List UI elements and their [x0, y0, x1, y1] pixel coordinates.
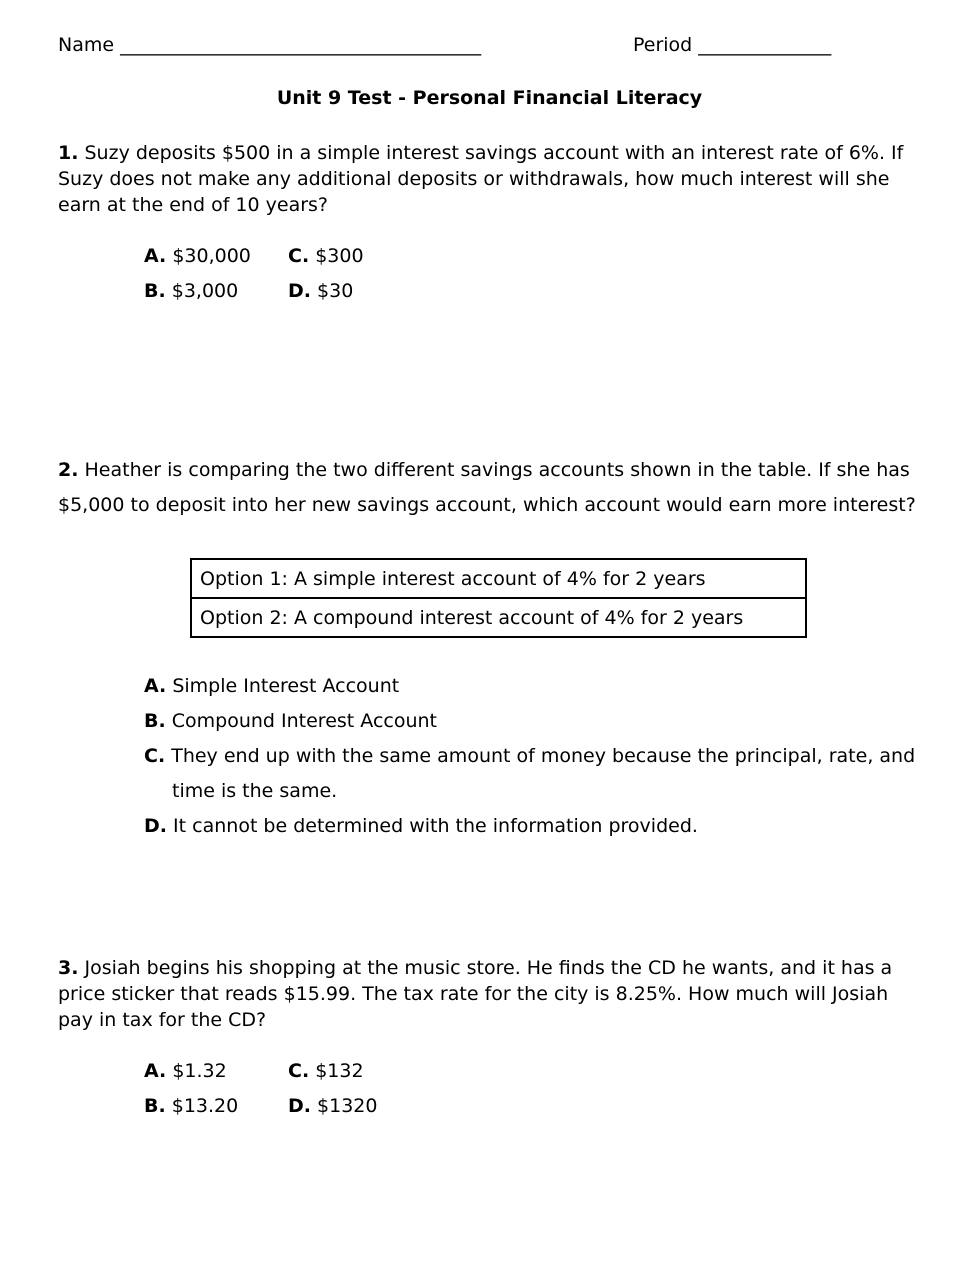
- question-3-choice-c: [288, 1060, 364, 1082]
- question-2-choice-a: [144, 675, 399, 697]
- table-cell: Option 2: A compound interest account of 4% for 2 years: [191, 598, 806, 637]
- choice-letter: D.: [288, 1095, 311, 1117]
- choice-text: $1320: [317, 1095, 378, 1117]
- question-3-choice-d: [288, 1095, 378, 1117]
- choice-text: $3,000: [171, 280, 239, 302]
- question-3-choice-b: [144, 1095, 238, 1117]
- question-1-choice-c: [288, 245, 364, 267]
- choice-text: $30,000: [172, 245, 251, 267]
- choice-letter: D.: [288, 280, 311, 302]
- question-number: 1.: [58, 142, 79, 164]
- choice-text: It cannot be determined with the information provided.: [173, 815, 698, 837]
- choice-letter: A.: [144, 1060, 167, 1082]
- choice-text: Simple Interest Account: [172, 675, 400, 697]
- choice-text: $1.32: [172, 1060, 227, 1082]
- choice-text: $300: [315, 245, 364, 267]
- choice-text: They end up with the same amount of money because the principal, rate, and time is the same.: [171, 745, 916, 802]
- choice-text: $13.20: [171, 1095, 239, 1117]
- choice-text: Compound Interest Account: [171, 710, 437, 732]
- question-2-choice-d: [144, 815, 698, 837]
- question-text: Josiah begins his shopping at the music store. He finds the CD he wants, and it has a price sticker that reads $15.99. The tax rate for the city is 8.25%. How much will Josiah pay in tax for the CD?: [58, 957, 893, 1031]
- question-text: Suzy deposits $500 in a simple interest savings account with an interest rate of 6%. If Suzy does not make any additional deposits or withdrawals, how much interest will she earn at the end of 10 years?: [58, 142, 904, 216]
- choice-letter: B.: [144, 710, 166, 732]
- name-field-label: Name ______________________________________: [58, 34, 482, 56]
- choice-letter: A.: [144, 245, 167, 267]
- account-options-table: [190, 558, 807, 638]
- period-field-label: Period ______________: [633, 34, 832, 56]
- choice-letter: C.: [288, 1060, 310, 1082]
- choice-letter: A.: [144, 675, 167, 697]
- question-2-choice-c: [144, 739, 932, 809]
- question-number: 2.: [58, 459, 79, 481]
- question-3: [58, 955, 918, 1033]
- question-1-choice-b: [144, 280, 238, 302]
- table-row: [191, 559, 806, 598]
- choice-letter: C.: [288, 245, 310, 267]
- choice-text: $132: [315, 1060, 364, 1082]
- choice-letter: D.: [144, 815, 167, 837]
- question-3-choice-a: [144, 1060, 227, 1082]
- question-text: Heather is comparing the two different savings accounts shown in the table. If she has $5,000 to deposit into her new savings account, which account would earn more interest?: [58, 459, 916, 516]
- choice-letter: B.: [144, 1095, 166, 1117]
- choice-text: $30: [317, 280, 354, 302]
- question-2: [58, 453, 918, 523]
- choice-letter: B.: [144, 280, 166, 302]
- question-1: [58, 140, 918, 218]
- question-number: 3.: [58, 957, 79, 979]
- question-2-choice-b: [144, 710, 437, 732]
- table-row: [191, 598, 806, 637]
- table-cell: Option 1: A simple interest account of 4% for 2 years: [191, 559, 806, 598]
- choice-letter: C.: [144, 745, 166, 767]
- question-1-choice-d: [288, 280, 353, 302]
- question-1-choice-a: [144, 245, 251, 267]
- page-title: Unit 9 Test - Personal Financial Literacy: [276, 87, 703, 109]
